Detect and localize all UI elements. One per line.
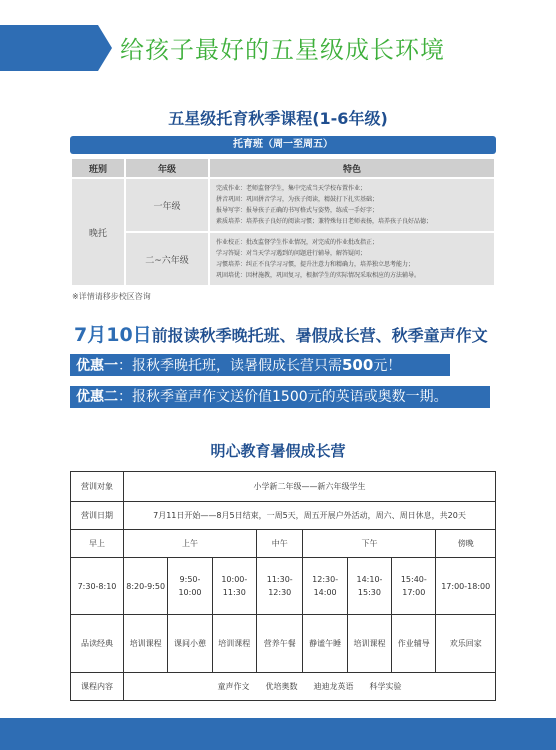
feature-line: 学习答疑：对当天学习遇到的问题进行辅导，解答疑问； bbox=[216, 250, 367, 257]
time-slot: 11:30-12:30 bbox=[256, 558, 303, 615]
column-header: 班别 bbox=[72, 159, 124, 177]
time-slot: 17:00-18:00 bbox=[436, 558, 496, 615]
consult-note: ※详情请移步校区咨询 bbox=[72, 292, 151, 301]
feature-line: 作业校正：批改监督学生作业情况，对完成的作业批改指正； bbox=[216, 239, 379, 246]
activity-cell: 课间小憩 bbox=[168, 615, 212, 673]
offer-price: 500 bbox=[342, 356, 374, 374]
activity-cell: 培训课程 bbox=[347, 615, 391, 673]
footer-bar bbox=[0, 718, 556, 750]
header-bar bbox=[0, 25, 98, 71]
feature-line: 报导写字：报导孩子正确的书写格式与姿势，练成一手好字； bbox=[216, 207, 379, 214]
autumn-course-table bbox=[70, 157, 496, 287]
time-slot: 8:20-9:50 bbox=[123, 558, 167, 615]
time-slot: 7:30-8:10 bbox=[71, 558, 124, 615]
offer-two bbox=[70, 386, 490, 408]
offer-text: ：报秋季童声作文送价值1500元的英语或奥数一期。 bbox=[118, 389, 448, 405]
activity-cell: 静谧午睡 bbox=[303, 615, 347, 673]
promo-headline bbox=[74, 320, 488, 347]
camp-content: 童声作文 优培奥数 迪迪龙英语 科学实验 bbox=[123, 673, 495, 701]
grade-cell: 一年级 bbox=[126, 179, 208, 231]
features-cell bbox=[210, 179, 494, 231]
grade-cell: 二~六年级 bbox=[126, 233, 208, 285]
activity-cell: 作业辅导 bbox=[392, 615, 436, 673]
period-header: 下午 bbox=[303, 530, 436, 558]
offer-text-end: 元！ bbox=[373, 358, 402, 374]
headline: 给孩子最好的五星级成长环境 bbox=[120, 36, 445, 64]
period-header: 上午 bbox=[123, 530, 256, 558]
offer-text: ：报秋季晚托班，读暑假成长营只需 bbox=[118, 358, 342, 374]
feature-line: 习惯培养：纠正不良学习习惯，提升注意力和精确力，培养独立思考能力； bbox=[216, 261, 415, 268]
activity-cell: 培训课程 bbox=[212, 615, 256, 673]
autumn-title: 五星级托育秋季课程(1-6年级) bbox=[168, 109, 388, 128]
period-header: 中午 bbox=[256, 530, 303, 558]
class-name: 晚托 bbox=[72, 179, 124, 285]
offer-one bbox=[70, 354, 450, 376]
offer-label: 优惠二 bbox=[76, 389, 118, 405]
feature-line: 完成作业：老师监督学生，集中完成当天学校布置作业； bbox=[216, 185, 367, 192]
time-slot: 15:40-17:00 bbox=[392, 558, 436, 615]
activity-cell: 营养午餐 bbox=[256, 615, 303, 673]
camp-table bbox=[70, 471, 496, 701]
period-header: 早上 bbox=[71, 530, 124, 558]
time-slot: 10:00-11:30 bbox=[212, 558, 256, 615]
row-label: 营训对象 bbox=[71, 472, 124, 502]
time-slot: 9:50-10:00 bbox=[168, 558, 212, 615]
feature-line: 素质培养：培养孩子良好的阅读习惯；兼特殊每日老师表扬，培养孩子良好品德； bbox=[216, 218, 433, 225]
column-header: 年级 bbox=[126, 159, 208, 177]
promo-text: 前报读秋季晚托班、暑假成长营、秋季童声作文 bbox=[151, 326, 488, 345]
header-arrow bbox=[98, 25, 112, 71]
period-header: 傍晚 bbox=[436, 530, 496, 558]
camp-title: 明心教育暑假成长营 bbox=[210, 442, 346, 460]
camp-date: 7月11日开始——8月5日结束，一周5天，周五开展户外活动，周六、周日休息，共20天 bbox=[123, 502, 495, 530]
promo-deadline: 7月10日 bbox=[74, 324, 152, 346]
offer-label: 优惠一 bbox=[76, 358, 118, 374]
time-slot: 12:30-14:00 bbox=[303, 558, 347, 615]
autumn-banner: 托育班（周一至周五） bbox=[70, 136, 496, 154]
features-cell bbox=[210, 233, 494, 285]
feature-line: 拼音巩固：巩固拼音学习，为孩子阅读，精鼓打下扎实基础； bbox=[216, 196, 379, 203]
feature-line: 巩固培优：因材施教，巩固复习，根据学生的实际情况采取相应的方法辅导。 bbox=[216, 272, 421, 279]
activity-label: 品读经典 bbox=[71, 615, 124, 673]
activity-cell: 欢乐回家 bbox=[436, 615, 496, 673]
row-label: 营训日期 bbox=[71, 502, 124, 530]
time-slot: 14:10-15:30 bbox=[347, 558, 391, 615]
activity-cell: 培训课程 bbox=[123, 615, 167, 673]
column-header: 特色 bbox=[210, 159, 494, 177]
camp-target: 小学新二年级——新六年级学生 bbox=[123, 472, 495, 502]
row-label: 课程内容 bbox=[71, 673, 124, 701]
